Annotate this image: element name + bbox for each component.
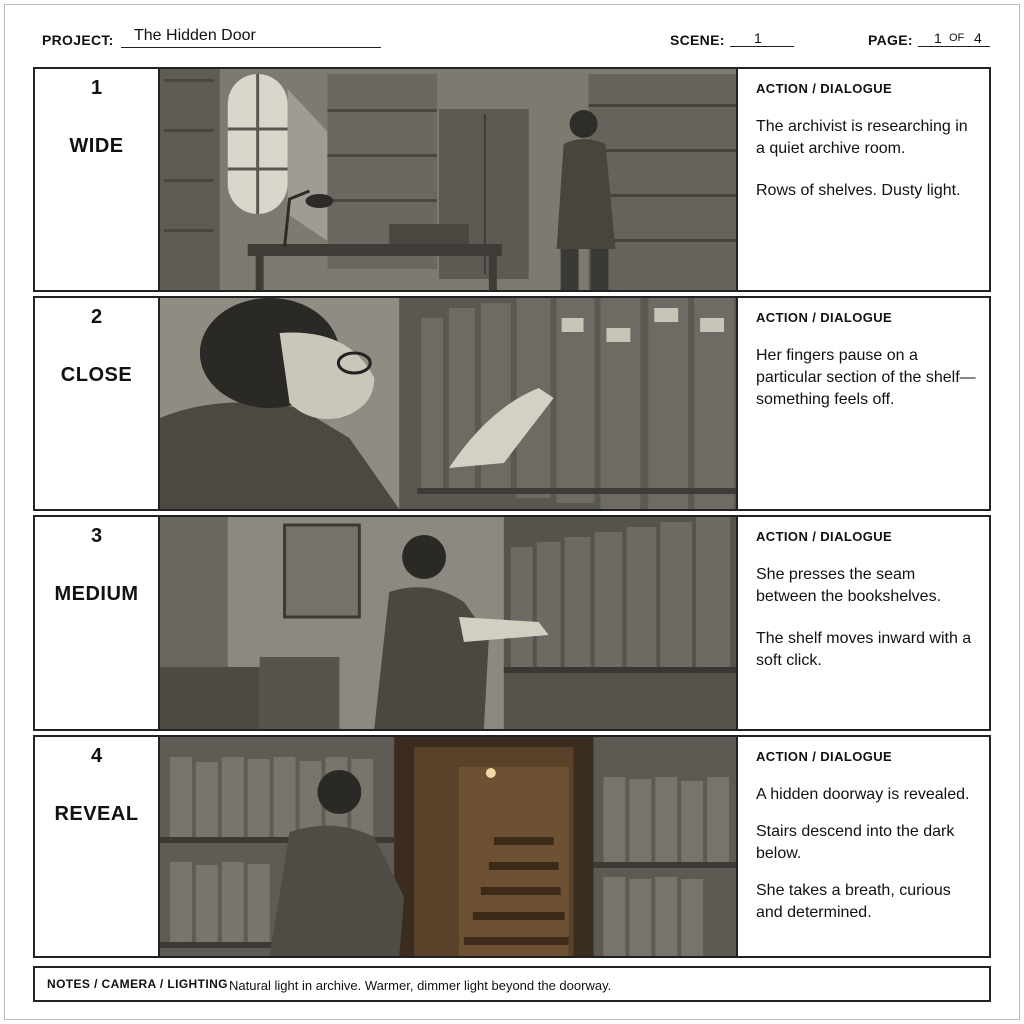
action-dialogue-3 [740, 517, 991, 729]
project-label: PROJECT: [42, 32, 114, 48]
project-title: The Hidden Door [134, 27, 256, 44]
medium-shot-illustration [160, 517, 736, 729]
shot-type: CLOSE [60, 364, 133, 386]
page-of: OF [949, 32, 965, 44]
action-text: Rows of shelves. Dusty light. [756, 182, 961, 199]
notes-label: NOTES / CAMERA / LIGHTING [47, 977, 228, 991]
panel-4 [33, 735, 991, 958]
shot-number: 4 [90, 745, 103, 767]
shot-info [35, 517, 160, 729]
shot-number: 3 [90, 525, 103, 547]
project-underline [121, 47, 381, 48]
panel-2-image [160, 298, 738, 509]
action-text: The archivist is researching in a quiet archive room. [756, 118, 968, 157]
notes-box [33, 966, 991, 1002]
action-text: She presses the seam between the bookshelves. [756, 566, 942, 605]
panel-3 [33, 515, 991, 731]
shot-type: WIDE [69, 135, 124, 157]
storyboard-header [0, 0, 1024, 66]
panel-3-image [160, 517, 738, 729]
action-text: A hidden doorway is revealed. [756, 786, 970, 803]
page-label: PAGE: [868, 32, 913, 48]
action-dialogue-heading: ACTION / DIALOGUE [756, 310, 893, 325]
shot-number: 1 [90, 77, 103, 99]
scene-number: 1 [754, 30, 762, 46]
action-dialogue-heading: ACTION / DIALOGUE [756, 81, 893, 96]
page-total: 4 [974, 30, 982, 46]
action-dialogue-heading: ACTION / DIALOGUE [756, 749, 893, 764]
scene-underline [730, 46, 794, 47]
shot-info [35, 69, 160, 290]
action-text: The shelf moves inward with a soft click. [756, 630, 972, 669]
action-text: She takes a breath, curious and determined. [756, 882, 951, 921]
panel-1-image [160, 69, 738, 290]
shot-type: REVEAL [54, 803, 139, 825]
panel-4-image [160, 737, 738, 956]
shot-info [35, 298, 160, 509]
shot-type: MEDIUM [54, 583, 139, 605]
closeup-illustration [160, 298, 736, 509]
hidden-doorway-illustration [160, 737, 736, 956]
page-underline [918, 46, 990, 47]
action-dialogue-1 [740, 69, 991, 290]
action-text: Stairs descend into the dark below. [756, 823, 955, 862]
action-dialogue-heading: ACTION / DIALOGUE [756, 529, 893, 544]
archive-room-illustration [160, 69, 736, 290]
page-current: 1 [934, 30, 942, 46]
action-dialogue-2 [740, 298, 991, 509]
shot-number: 2 [90, 306, 103, 328]
action-text: Her fingers pause on a particular section of the shelf—something feels off. [756, 347, 976, 408]
panel-1 [33, 67, 991, 292]
action-dialogue-4 [740, 737, 991, 956]
panel-2 [33, 296, 991, 511]
scene-label: SCENE: [670, 32, 725, 48]
shot-info [35, 737, 160, 956]
notes-text: Natural light in archive. Warmer, dimmer light beyond the doorway. [229, 978, 612, 993]
